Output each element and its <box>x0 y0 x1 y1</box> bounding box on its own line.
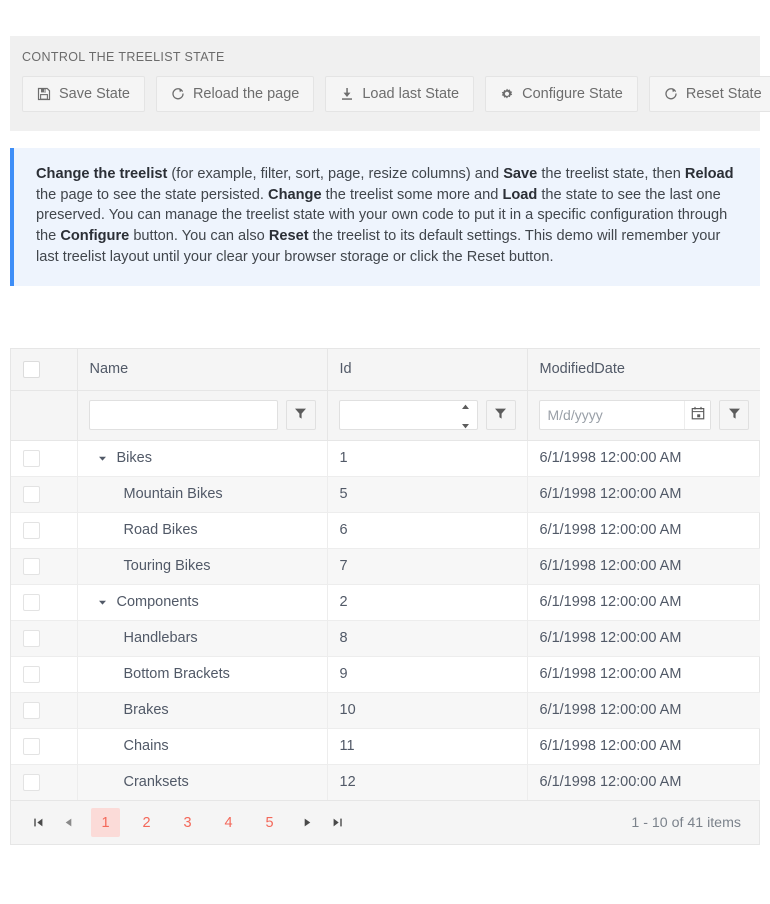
load-last-state-button[interactable] <box>325 76 474 112</box>
filter-cell-name <box>77 390 327 440</box>
gear-icon <box>500 87 514 101</box>
date-filter-picker-wrap <box>539 400 712 430</box>
cell-modifieddate: 6/1/1998 12:00:00 AM <box>527 764 760 800</box>
pager-page-4[interactable]: 4 <box>224 814 233 831</box>
id-filter-numeric-wrap <box>339 400 478 430</box>
table-row[interactable] <box>11 584 760 620</box>
filter-cell-id <box>327 390 527 440</box>
header-cell-modifieddate[interactable]: ModifiedDate <box>527 349 760 390</box>
notice-bold-save: Save <box>503 166 538 182</box>
reset-state-label: Reset State <box>685 85 762 102</box>
notice-bold-change: Change <box>268 186 322 203</box>
cell-id: 2 <box>327 584 527 620</box>
filter-funnel-icon <box>294 407 307 424</box>
table-row[interactable] <box>11 620 760 656</box>
reload-page-label: Reload the page <box>192 85 300 102</box>
last-page-icon <box>332 815 343 831</box>
table-row[interactable] <box>11 476 760 512</box>
row-select-cell <box>11 728 77 764</box>
treelist <box>10 348 760 845</box>
notice-bold-reset: Reset <box>268 228 309 245</box>
row-name-label: Cranksets <box>123 774 189 791</box>
reset-circular-arrow-icon <box>664 87 678 101</box>
row-name-label: Mountain Bikes <box>123 486 223 502</box>
row-name-label: Components <box>116 594 199 610</box>
row-checkbox[interactable] <box>23 558 40 575</box>
cell-modifieddate: 6/1/1998 12:00:00 AM <box>527 440 760 476</box>
header-cell-id[interactable]: Id <box>327 349 527 390</box>
date-filter-group <box>539 400 750 430</box>
cell-name <box>77 548 327 584</box>
header-cell-select-all <box>11 349 77 390</box>
cell-id: 9 <box>327 656 527 692</box>
name-cell-content <box>90 594 315 610</box>
name-cell-content <box>90 702 315 718</box>
row-name-label: Bottom Brackets <box>123 666 230 682</box>
reload-circular-arrow-icon <box>171 87 185 101</box>
treelist-table <box>11 349 760 800</box>
row-select-cell <box>11 548 77 584</box>
row-select-cell <box>11 692 77 728</box>
name-cell-content <box>90 450 315 466</box>
cell-modifieddate: 6/1/1998 12:00:00 AM <box>527 476 760 512</box>
name-cell-content <box>90 486 315 502</box>
pager-controls <box>23 808 352 838</box>
id-filter-input[interactable] <box>340 401 455 429</box>
row-name-label: Brakes <box>123 702 169 718</box>
info-notice <box>10 148 760 286</box>
cell-name <box>77 584 327 620</box>
notice-text-5: the state to see the last one preserved. You can manage the treelist state with your own code to put it in a specific configuration through the <box>36 186 728 245</box>
caret-down-icon[interactable] <box>98 598 112 607</box>
save-state-label: Save State <box>59 85 130 102</box>
next-page-icon <box>302 815 313 831</box>
notice-bold-reload: Reload <box>684 166 734 182</box>
name-cell-content <box>90 774 315 790</box>
cell-modifieddate: 6/1/1998 12:00:00 AM <box>527 584 760 620</box>
cell-name <box>77 512 327 548</box>
filter-cell-modifieddate <box>527 390 760 440</box>
spinner-up-icon[interactable] <box>461 398 470 414</box>
table-row[interactable] <box>11 440 760 476</box>
prev-page-icon <box>63 815 74 831</box>
cell-id: 1 <box>327 440 527 476</box>
spinner-down-icon[interactable] <box>461 417 470 433</box>
table-row[interactable] <box>11 764 760 800</box>
cell-name <box>77 476 327 512</box>
cell-id: 5 <box>327 476 527 512</box>
id-filter-spinner[interactable] <box>455 401 477 429</box>
name-cell-content <box>90 522 315 538</box>
row-checkbox[interactable] <box>23 630 40 647</box>
row-select-cell <box>11 476 77 512</box>
id-filter-menu-button[interactable] <box>486 400 516 430</box>
filter-funnel-icon <box>494 407 507 424</box>
row-checkbox[interactable] <box>23 486 40 503</box>
reset-state-button[interactable] <box>649 76 770 112</box>
row-name-label: Bikes <box>116 450 152 466</box>
cell-id: 11 <box>327 728 527 764</box>
table-row[interactable] <box>11 692 760 728</box>
calendar-icon <box>691 406 705 424</box>
cell-modifieddate: 6/1/1998 12:00:00 AM <box>527 512 760 548</box>
pager-page-list <box>91 808 284 837</box>
pager-page-3[interactable]: 3 <box>183 814 192 831</box>
reload-page-button[interactable] <box>156 76 314 112</box>
cell-id: 8 <box>327 620 527 656</box>
row-checkbox[interactable] <box>23 702 40 719</box>
filter-funnel-icon <box>728 407 741 424</box>
row-name-label: Touring Bikes <box>123 558 211 574</box>
pager-next-button[interactable] <box>292 808 322 838</box>
row-select-cell <box>11 512 77 548</box>
cell-name <box>77 764 327 800</box>
notice-text-2: the treelist state, then <box>537 166 685 182</box>
name-cell-content <box>90 630 315 646</box>
pager-page-1[interactable]: 1 <box>91 808 120 837</box>
cell-name <box>77 728 327 764</box>
header-row <box>11 349 760 390</box>
cell-id: 7 <box>327 548 527 584</box>
cell-id: 12 <box>327 764 527 800</box>
pager-info: 1 - 10 of 41 items <box>631 814 741 831</box>
load-last-state-label: Load last State <box>362 85 460 102</box>
notice-text-1: (for example, filter, sort, page, resize columns) and <box>167 166 504 182</box>
row-name-label: Handlebars <box>123 630 198 646</box>
row-select-cell <box>11 620 77 656</box>
row-select-cell <box>11 656 77 692</box>
row-select-cell <box>11 584 77 620</box>
save-state-button[interactable] <box>22 76 145 112</box>
cell-id: 6 <box>327 512 527 548</box>
name-cell-content <box>90 558 315 574</box>
pager-page-2[interactable]: 2 <box>142 814 151 831</box>
panel-title: CONTROL THE TREELIST STATE <box>22 50 225 64</box>
name-filter-group <box>89 400 316 430</box>
date-picker-button[interactable] <box>684 401 710 429</box>
name-filter-menu-button[interactable] <box>286 400 316 430</box>
row-checkbox[interactable] <box>23 774 40 791</box>
notice-bold-change-treelist: Change the treelist <box>36 166 168 182</box>
treelist-header <box>11 349 760 440</box>
filter-row <box>11 390 760 440</box>
row-checkbox[interactable] <box>23 666 40 683</box>
cell-id: 10 <box>327 692 527 728</box>
treelist-pager <box>11 800 759 844</box>
first-page-icon <box>33 815 44 831</box>
date-filter-menu-button[interactable] <box>719 400 749 430</box>
configure-state-button[interactable] <box>485 76 638 112</box>
treelist-body <box>11 440 760 800</box>
notice-text-3: the page to see the state persisted. <box>36 186 269 203</box>
state-control-panel <box>10 36 760 131</box>
table-row[interactable] <box>11 728 760 764</box>
row-checkbox[interactable] <box>23 738 40 755</box>
select-all-checkbox[interactable] <box>23 361 40 378</box>
row-select-cell <box>11 764 77 800</box>
row-checkbox[interactable] <box>23 522 40 539</box>
cell-modifieddate: 6/1/1998 12:00:00 AM <box>527 692 760 728</box>
pager-page-5[interactable]: 5 <box>265 814 274 831</box>
cell-name <box>77 656 327 692</box>
id-filter-group <box>339 400 516 430</box>
cell-name <box>77 620 327 656</box>
caret-down-icon[interactable] <box>98 454 112 463</box>
cell-modifieddate: 6/1/1998 12:00:00 AM <box>527 728 760 764</box>
row-select-cell <box>11 440 77 476</box>
cell-modifieddate: 6/1/1998 12:00:00 AM <box>527 656 760 692</box>
notice-text-7: the treelist to its default settings. This demo will remember your last treelist layout until your clear your browser storage or click the Reset button. <box>36 228 721 265</box>
pager-first-button[interactable] <box>23 808 53 838</box>
notice-bold-configure: Configure <box>60 228 130 245</box>
name-filter-input[interactable] <box>89 400 278 430</box>
pager-prev-button[interactable] <box>53 808 83 838</box>
download-arrow-icon <box>340 87 354 101</box>
notice-bold-load: Load <box>502 186 538 203</box>
cell-modifieddate: 6/1/1998 12:00:00 AM <box>527 620 760 656</box>
state-buttons-group <box>10 64 760 112</box>
table-row[interactable] <box>11 548 760 584</box>
save-floppy-icon <box>37 87 51 101</box>
cell-name <box>77 692 327 728</box>
cell-modifieddate: 6/1/1998 12:00:00 AM <box>527 548 760 584</box>
filter-cell-empty <box>11 390 77 440</box>
name-cell-content <box>90 738 315 754</box>
header-cell-name[interactable]: Name <box>77 349 327 390</box>
pager-last-button[interactable] <box>322 808 352 838</box>
notice-text-4: the treelist some more and <box>321 186 503 203</box>
date-filter-input[interactable] <box>540 401 685 429</box>
row-checkbox[interactable] <box>23 594 40 611</box>
table-row[interactable] <box>11 512 760 548</box>
name-cell-content <box>90 666 315 682</box>
cell-name <box>77 440 327 476</box>
configure-state-label: Configure State <box>522 85 623 102</box>
row-checkbox[interactable] <box>23 450 40 467</box>
notice-text-6: button. You can also <box>129 228 269 245</box>
row-name-label: Road Bikes <box>123 522 198 538</box>
table-row[interactable] <box>11 656 760 692</box>
row-name-label: Chains <box>123 738 169 754</box>
